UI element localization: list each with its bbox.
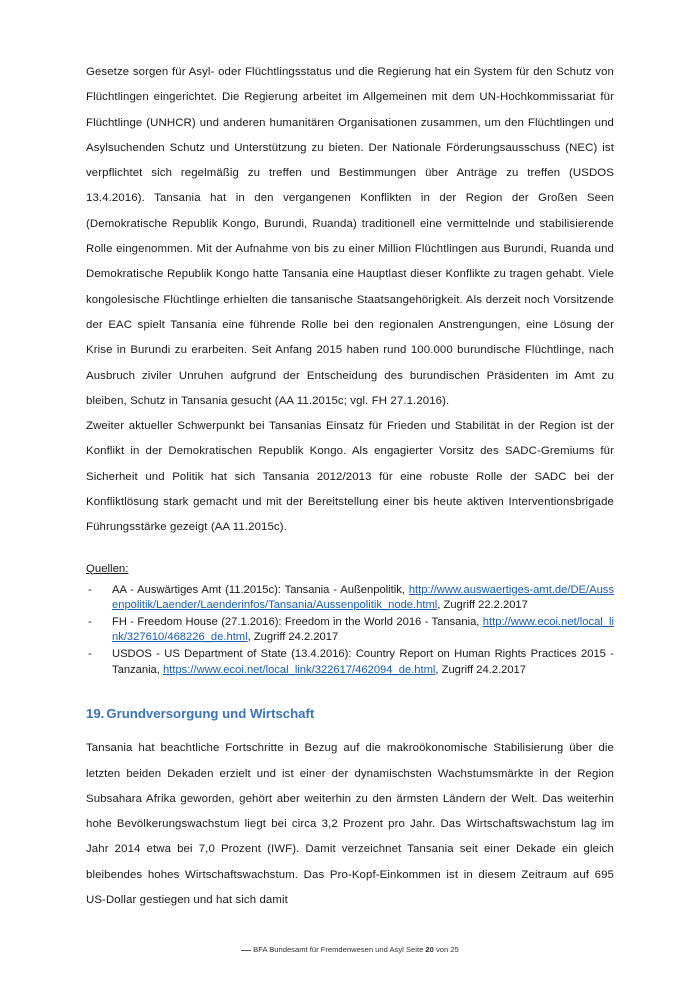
source-text-pre: FH - Freedom House (27.1.2016): Freedom in the World 2016 - Tansania, — [112, 615, 483, 628]
footer-page-label: Seite — [405, 945, 424, 954]
source-text-pre: AA - Auswärtiges Amt (11.2015c): Tansania - Außenpolitik, — [112, 583, 409, 596]
list-bullet: - — [88, 583, 92, 596]
paragraph-1: Gesetze sorgen für Asyl- oder Flüchtlingsstatus und die Regierung hat ein System für den Schutz von Flüchtlingen eingerichtet. Die Regierung arbeitet im Allgemeinen mit dem UN-Hochkommissariat für Flüchtlinge (UNHCR) und anderen humanitären Organisationen zusammen, um den Flüchtlingen und Asylsuchenden Schutz und Unterstützung zu bieten. Der Nationale Förderungsausschuss (NEC) ist verpflichtet sich regelmäßig zu treffen und Bestimmungen über Anträge zu treffen (USDOS 13.4.2016). Tansania hat in den vergangenen Konflikten in der Region der Großen Seen (Demokratische Republik Kongo, Burundi, Ruanda) traditionell eine vermittelnde und stabilisierende Rolle eingenommen. Mit der Aufnahme von bis zu einer Million Flüchtlingen aus Burundi, Ruanda und Demokratische Republik Kongo hatte Tansania eine Hauptlast dieser Konflikte zu tragen gehabt. Viele kongolesische Flüchtlinge erhielten die tansanische Staatsangehörigkeit. Als derzeit noch Vorsitzende der EAC spielt Tansania eine führende Rolle bei den regionalen Anstrengungen, eine Lösung der Krise in Burundi zu erarbeiten. Seit Anfang 2015 haben rund 100.000 burundische Flüchtlinge, nach Ausbruch ziviler Unruhen aufgrund der Entscheidung des burundischen Präsidenten im Amt zu bleiben, Schutz in Tansania gesucht (AA 11.2015c; vgl. FH 27.1.2016). — [86, 66, 614, 407]
spacer — [86, 541, 614, 561]
spacer — [86, 723, 614, 736]
sources-list — [86, 583, 614, 679]
footer-organization: BFA Bundesamt für Fremdenwesen und Asyl — [253, 945, 404, 954]
footer-page-number: 20 — [425, 945, 434, 954]
list-bullet: - — [88, 648, 92, 661]
paragraph-3: Tansania hat beachtliche Fortschritte in Bezug auf die makroökonomische Stabilisierung über die letzten beiden Dekaden erzielt und ist einer der dynamischsten Wachstumsmärkte in der Region Subsahara Afrika geworden, gehört aber weiterhin zu den ärmsten Ländern der Welt. Das weiterhin hohe Bevölkerungswachstum liegt bei circa 3,2 Prozent pro Jahr. Das Wirtschaftswachstum lag im Jahr 2014 etwa bei 7,0 Prozent (IWF). Damit verzeichnet Tansania seit einer Dekade ein gleich bleibendes hohes Wirtschaftswachstum. Das Pro-Kopf-Einkommen ist in diesem Zeitraum auf 695 US-Dollar gestiegen und hat sich damit — [86, 742, 614, 906]
list-item — [86, 615, 614, 646]
list-bullet: - — [88, 615, 92, 628]
section-number: 19. — [86, 706, 105, 722]
section-heading — [86, 705, 614, 723]
footer-of-label: von — [436, 945, 449, 954]
source-link[interactable]: https://www.ecoi.net/local_link/322617/462094_de.html — [163, 663, 436, 676]
section-title: Grundversorgung und Wirtschaft — [106, 706, 315, 722]
source-text-pre: USDOS - US Department of State (13.4.2016): Country Report on Human Rights Practices 2015 - Tanzania, — [112, 648, 614, 676]
page-footer — [0, 945, 700, 954]
footer-page-total: 25 — [450, 945, 459, 954]
source-text-post: , Zugriff 24.2.2017 — [435, 663, 527, 676]
spacer — [86, 679, 614, 705]
source-link[interactable]: http://www.ecoi.net/local_link/327610/468226_de.html — [112, 615, 614, 644]
source-text-post: , Zugriff 24.2.2017 — [247, 631, 339, 644]
paragraph-2: Zweiter aktueller Schwerpunkt bei Tansanias Einsatz für Frieden und Stabilität in der Region ist der Konflikt in der Demokratischen Republik Kongo. Als engagierter Vorsitz des SADC-Gremiums für Sicherheit und Politik hat sich Tansania 2012/2013 für eine robuste Rolle der SADC bei der Konfliktlösung stark gemacht und mit der Bereitstellung einer bis heute aktiven Interventionsbrigade Führungsstärke gezeigt (AA 11.2015c). — [86, 420, 614, 534]
list-item — [86, 583, 614, 614]
source-text-post: , Zugriff 22.2.2017 — [437, 599, 528, 612]
list-item — [86, 647, 614, 678]
source-link[interactable]: http://www.auswaertiges-amt.de/DE/Aussenpolitik/Laender/Laenderinfos/Tansania/Aussenpolitik_node.html — [112, 583, 614, 612]
sources-heading: Quellen: — [86, 562, 129, 575]
footer-rule — [241, 950, 251, 951]
